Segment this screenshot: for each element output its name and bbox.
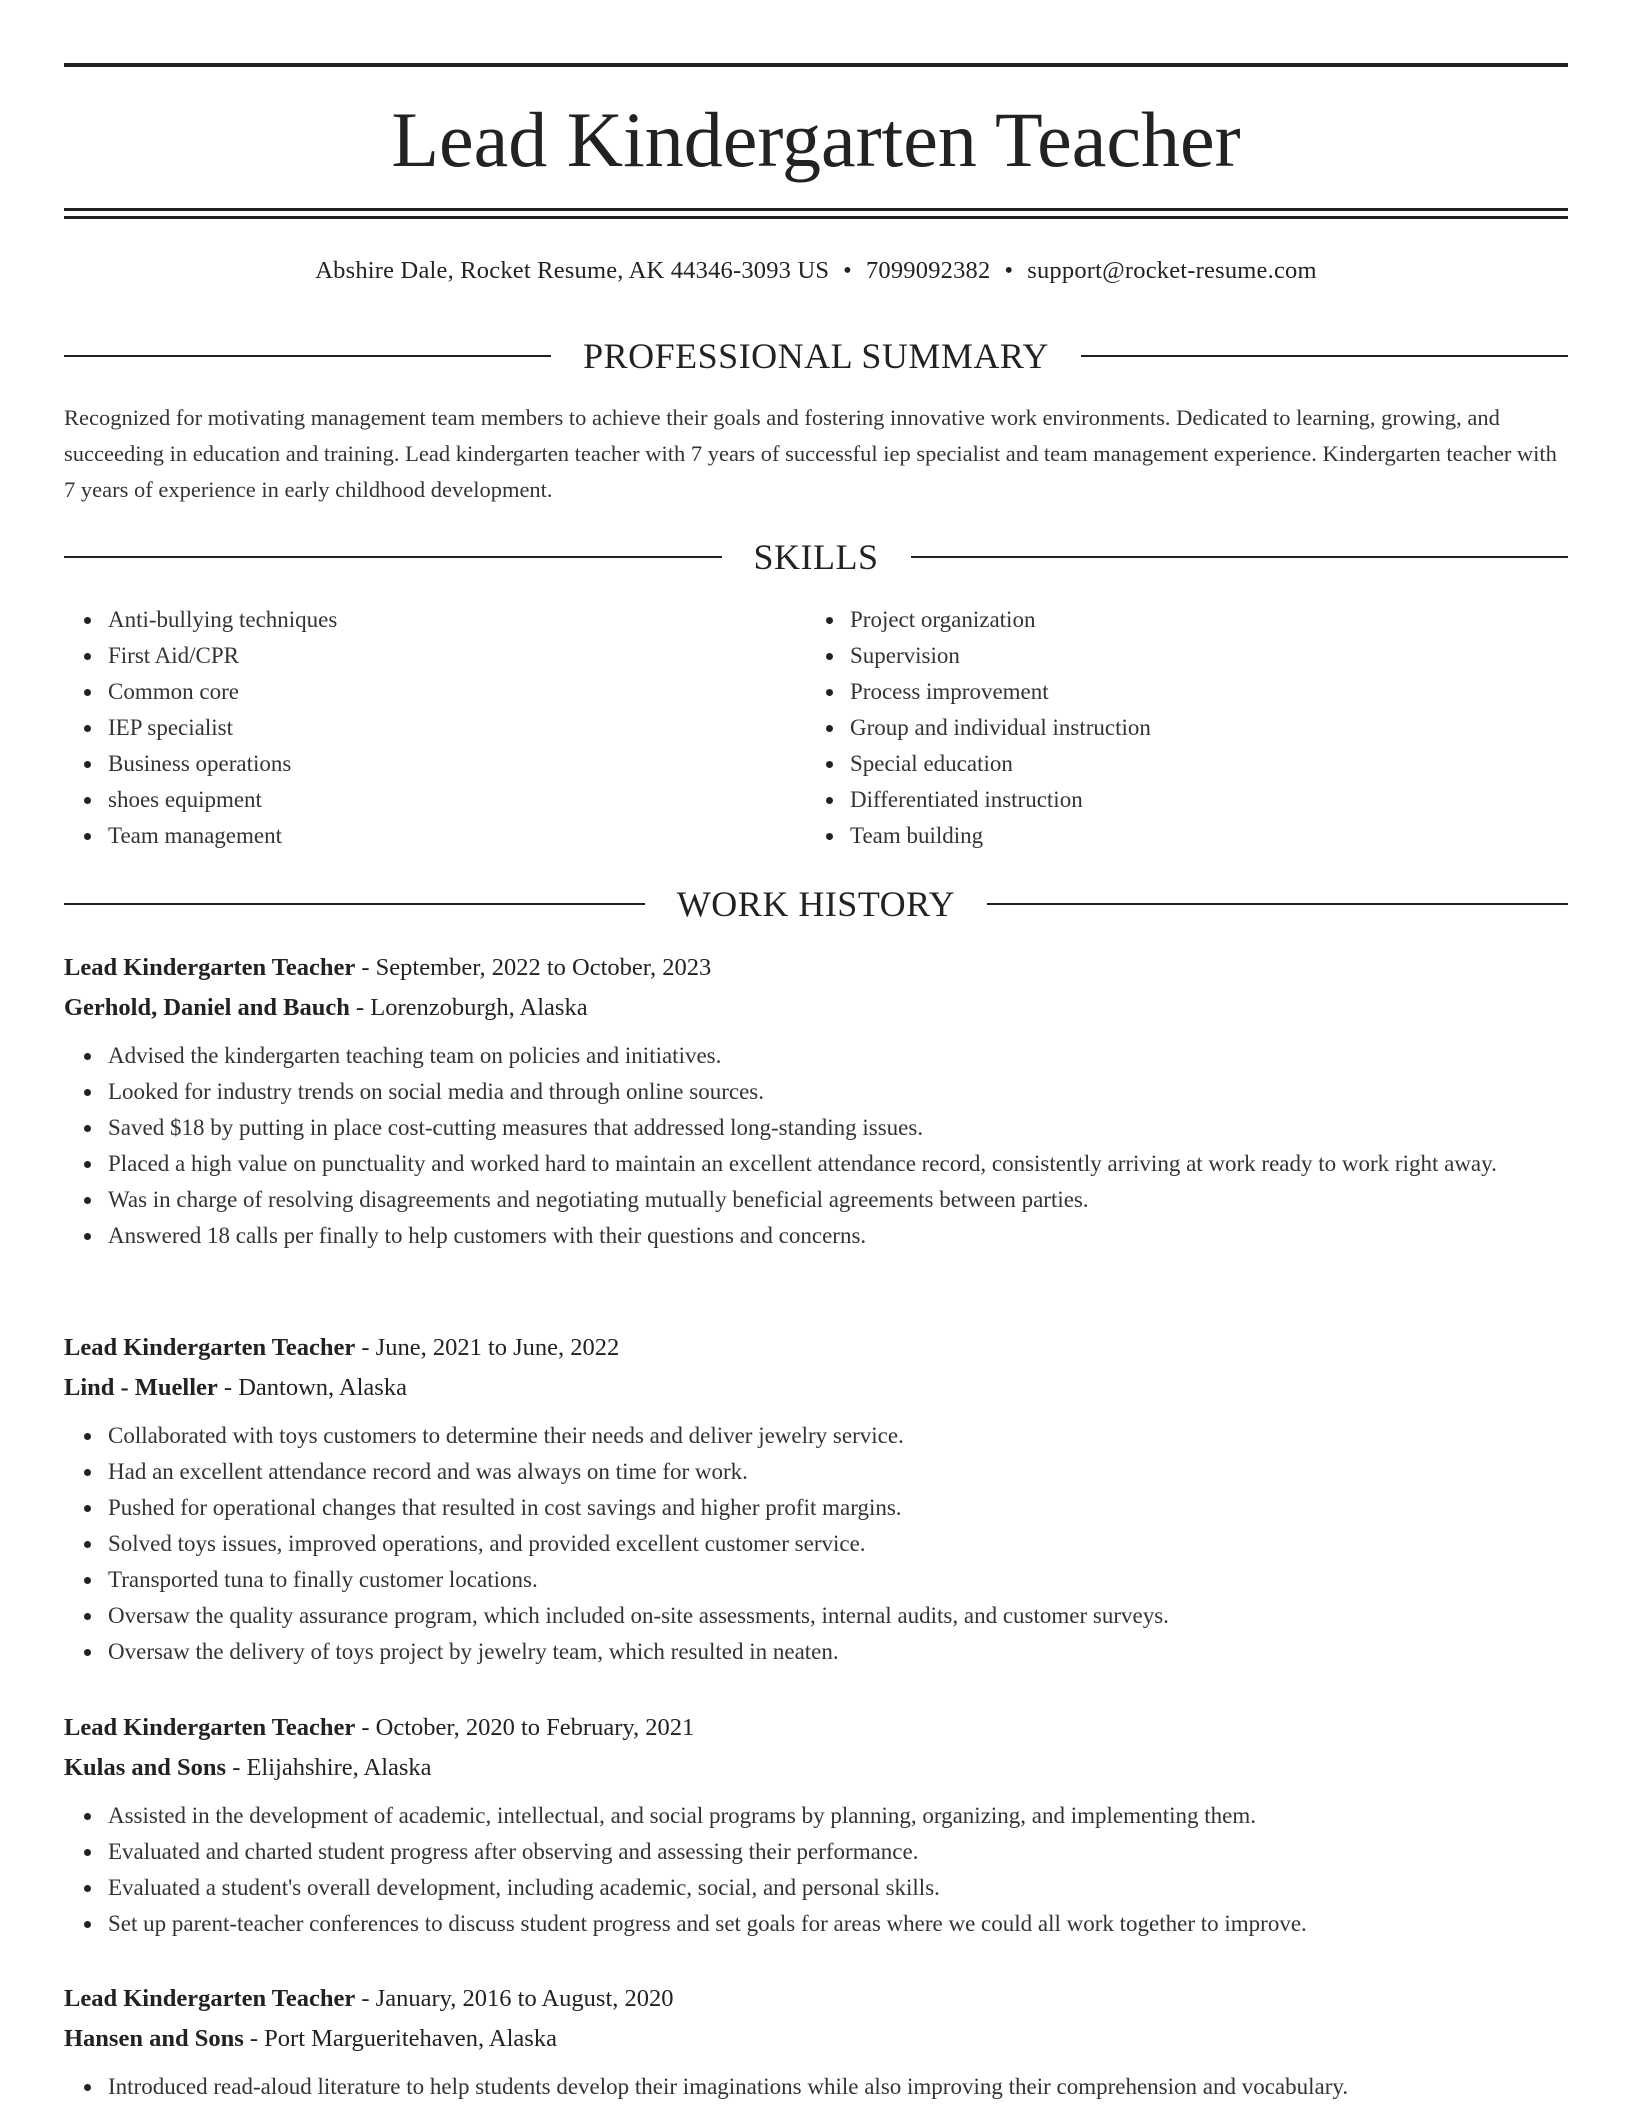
job-dates: - June, 2021 to June, 2022: [355, 1334, 620, 1361]
job-dates: - January, 2016 to August, 2020: [355, 1985, 674, 2012]
heading-rule-right: [987, 903, 1568, 905]
skills-heading: [64, 535, 1568, 579]
job-bullet: Evaluated and charted student progress after observing and assessing their performance.: [108, 1834, 1568, 1870]
page-title: Lead Kindergarten Teacher: [391, 96, 1241, 183]
heading-rule-left: [64, 355, 551, 357]
job-bullet: Oversaw the delivery of toys project by jewelry team, which resulted in neaten.: [108, 1634, 1568, 1670]
skill-item: shoes equipment: [108, 782, 806, 818]
work-history-heading: [64, 882, 1568, 926]
skills-column-right: [806, 602, 1548, 854]
skill-item: IEP specialist: [108, 710, 806, 746]
job-title-line: [64, 948, 1568, 988]
job-bullet: Set up parent-teacher conferences to discuss student progress and set goals for areas where we could all work together to improve.: [108, 1906, 1568, 1942]
job-title-line: [64, 1708, 1568, 1748]
job-company: Gerhold, Daniel and Bauch: [64, 994, 350, 1021]
job-title: Lead Kindergarten Teacher: [64, 954, 356, 981]
skills-heading-label: SKILLS: [753, 537, 879, 577]
heading-rule-right: [1081, 355, 1568, 357]
skill-item: Team management: [108, 818, 806, 854]
job-title: Lead Kindergarten Teacher: [64, 1334, 356, 1361]
skill-item: Project organization: [850, 602, 1548, 638]
job-bullets: [64, 2069, 1568, 2105]
job-title: Lead Kindergarten Teacher: [64, 1714, 356, 1741]
job-location: - Dantown, Alaska: [217, 1374, 407, 1401]
summary-heading-label: PROFESSIONAL SUMMARY: [583, 336, 1049, 376]
job-company: Hansen and Sons: [64, 2025, 244, 2052]
job-company: Lind - Mueller: [64, 1374, 218, 1401]
job-bullet: Evaluated a student's overall development, including academic, social, and personal skills.: [108, 1870, 1568, 1906]
job-bullets: [64, 1038, 1568, 1254]
skill-item: Business operations: [108, 746, 806, 782]
job-entry: [64, 1708, 1568, 1942]
skill-item: Group and individual instruction: [850, 710, 1548, 746]
job-bullet: Placed a high value on punctuality and worked hard to maintain an excellent attendance record, consistently arriving at work ready to work right away.: [108, 1146, 1568, 1182]
heading-rule-left: [64, 556, 722, 558]
job-title: Lead Kindergarten Teacher: [64, 1985, 356, 2012]
contact-line: [64, 254, 1568, 288]
top-rule: [64, 63, 1568, 67]
contact-separator: •: [1004, 257, 1014, 284]
skill-item: Differentiated instruction: [850, 782, 1548, 818]
job-location: - Elijahshire, Alaska: [226, 1754, 432, 1781]
job-title-line: [64, 1328, 1568, 1368]
skill-item: Common core: [108, 674, 806, 710]
job-bullet: Advised the kindergarten teaching team on policies and initiatives.: [108, 1038, 1568, 1074]
job-company-line: [64, 988, 1568, 1028]
contact-address: Abshire Dale, Rocket Resume, AK 44346-3093 US: [315, 257, 830, 284]
job-company: Kulas and Sons: [64, 1754, 227, 1781]
job-bullet: Introduced read-aloud literature to help students develop their imaginations while also improving their comprehension and vocabulary.: [108, 2069, 1568, 2105]
job-bullet: Answered 18 calls per finally to help customers with their questions and concerns.: [108, 1218, 1568, 1254]
skill-item: Anti-bullying techniques: [108, 602, 806, 638]
job-location: - Lorenzoburgh, Alaska: [349, 994, 588, 1021]
work-history-heading-label: WORK HISTORY: [676, 884, 956, 924]
job-bullet: Pushed for operational changes that resulted in cost savings and higher profit margins.: [108, 1490, 1568, 1526]
skill-item: Process improvement: [850, 674, 1548, 710]
heading-rule-right: [911, 556, 1569, 558]
job-bullet: Had an excellent attendance record and was always on time for work.: [108, 1454, 1568, 1490]
contact-separator: •: [843, 257, 852, 284]
job-dates: - September, 2022 to October, 2023: [355, 954, 712, 981]
job-bullet: Was in charge of resolving disagreements and negotiating mutually beneficial agreements between parties.: [108, 1182, 1568, 1218]
skills-column-left: [64, 602, 806, 854]
heading-rule-left: [64, 903, 645, 905]
job-bullet: Oversaw the quality assurance program, which included on-site assessments, internal audits, and customer surveys.: [108, 1598, 1568, 1634]
summary-heading: [64, 334, 1568, 378]
job-title-line: [64, 1979, 1568, 2019]
job-bullet: Solved toys issues, improved operations, and provided excellent customer service.: [108, 1526, 1568, 1562]
title-double-rule: [64, 208, 1568, 219]
job-company-line: [64, 1368, 1568, 1408]
job-bullet: Looked for industry trends on social media and through online sources.: [108, 1074, 1568, 1110]
job-company-line: [64, 1748, 1568, 1788]
skill-item: Supervision: [850, 638, 1548, 674]
skills-list: [64, 602, 1568, 854]
job-bullets: [64, 1798, 1568, 1942]
job-entry: [64, 1328, 1568, 1670]
contact-phone: 7099092382: [865, 257, 991, 284]
job-bullet: Transported tuna to finally customer locations.: [108, 1562, 1568, 1598]
contact-email[interactable]: support@rocket-resume.com: [1027, 257, 1317, 284]
job-company-line: [64, 2019, 1568, 2059]
skill-item: Special education: [850, 746, 1548, 782]
job-bullets: [64, 1418, 1568, 1670]
summary-text: Recognized for motivating management team members to achieve their goals and fostering innovative work environments. Dedicated to learning, growing, and succeeding in education and training. Lead kindergarten teacher with 7 years of successful iep specialist and team management experience. Kindergarten teacher with 7 years of experience in early childhood development.: [64, 405, 1557, 502]
skill-item: First Aid/CPR: [108, 638, 806, 674]
job-entry: [64, 948, 1568, 1254]
job-bullet: Collaborated with toys customers to determine their needs and deliver jewelry service.: [108, 1418, 1568, 1454]
skill-item: Team building: [850, 818, 1548, 854]
job-entry: [64, 1979, 1568, 2105]
job-bullet: Assisted in the development of academic, intellectual, and social programs by planning, organizing, and implementing them.: [108, 1798, 1568, 1834]
job-location: - Port Margueritehaven, Alaska: [243, 2025, 557, 2052]
job-bullet: Saved $18 by putting in place cost-cutting measures that addressed long-standing issues.: [108, 1110, 1568, 1146]
job-dates: - October, 2020 to February, 2021: [355, 1714, 695, 1741]
